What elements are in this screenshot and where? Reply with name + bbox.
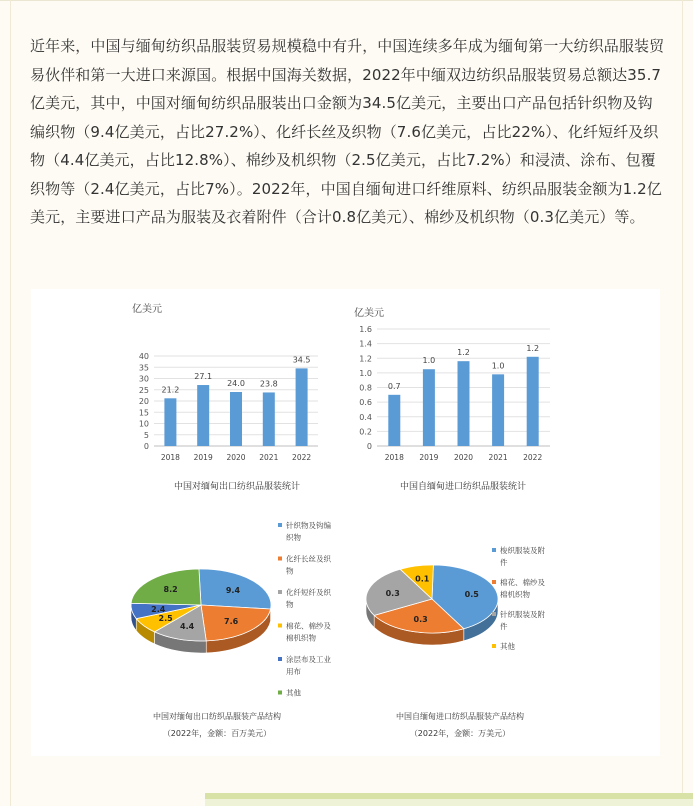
pie2-value-label: 2.4: [151, 604, 166, 614]
frame-right-line: [682, 0, 683, 806]
pie2-legend-swatch: [278, 523, 282, 527]
chart1-bar: [388, 395, 400, 446]
chart0-value-label: 34.5: [292, 355, 311, 365]
pie2-legend-label: 物: [286, 600, 294, 609]
chart0-bar: [296, 368, 308, 446]
chart1-ytick-label: 0.2: [359, 427, 372, 437]
pie2-legend-label: 物: [286, 566, 294, 576]
chart0-title: 中国对缅甸出口纺织品服装统计: [173, 482, 301, 492]
pie2-value-label: 2.5: [158, 613, 173, 623]
pie2-value-label: 7.6: [224, 617, 239, 627]
pie2-legend-label: 织物: [286, 533, 301, 542]
pie3-legend-swatch: [492, 548, 496, 552]
chart0-ytick-label: 30: [138, 374, 149, 384]
chart1-ytick-label: 1.4: [359, 339, 372, 349]
pie2-value-label: 8.2: [163, 585, 178, 595]
chart0-ylabel: 亿美元: [132, 304, 162, 315]
pie2-value-label: 9.4: [225, 585, 241, 595]
decorative-bar-light: [205, 799, 693, 806]
chart0-xtick-label: 2020: [226, 453, 246, 462]
chart0-value-label: 21.2: [161, 385, 180, 395]
chart1-xtick-label: 2020: [453, 453, 474, 462]
chart0-bar: [263, 392, 275, 446]
pie3-legend-swatch: [492, 612, 496, 616]
pie2-legend-label: 化纤长丝及织: [286, 554, 331, 564]
pie2-title: 中国对缅甸出口纺织品服装产品结构: [153, 712, 281, 721]
pie2-legend-label: 棉花、棉纱及: [286, 621, 331, 631]
pie2-legend-label: 涂层布及工业: [286, 655, 331, 664]
frame-left-line: [10, 0, 11, 806]
chart1-value-label: 1.2: [457, 348, 470, 358]
chart1-ytick-label: 0: [366, 442, 372, 451]
chart0-value-label: 23.8: [259, 379, 278, 389]
chart1-ytick-label: 1.2: [359, 354, 372, 364]
chart0-xtick-label: 2021: [259, 453, 279, 462]
chart1-bar: [458, 361, 470, 446]
pie3-legend-label: 件: [500, 622, 508, 631]
pie2-legend-swatch: [278, 624, 282, 628]
pie2-legend-label: 针织物及钩编: [286, 521, 331, 530]
chart0-ytick-label: 20: [138, 397, 149, 406]
chart0-xtick-label: 2019: [193, 453, 213, 462]
chart1-ytick-label: 0.4: [359, 412, 372, 422]
pie3-value-label: 0.3: [413, 615, 428, 625]
chart1-bar: [423, 369, 435, 446]
chart1-ytick-label: 0.6: [359, 398, 372, 408]
chart1-ytick-label: 0.8: [359, 383, 372, 393]
chart1-xtick-label: 2021: [488, 453, 508, 462]
chart0-ytick-label: 10: [138, 419, 149, 429]
chart0-bar: [197, 385, 209, 446]
chart1-xtick-label: 2018: [384, 453, 404, 462]
pie2-legend-label: 棉机织物: [286, 633, 316, 643]
chart1-bar: [492, 374, 504, 446]
pie2-legend-label: 用布: [286, 667, 301, 676]
chart1-bar: [527, 357, 539, 446]
pie3-legend-label: 其他: [500, 642, 515, 651]
pie3-value-label: 0.1: [415, 574, 430, 584]
pie3-legend-label: 梭织服装及附: [500, 546, 545, 555]
pie3-legend-label: 针织服装及附: [500, 610, 545, 619]
pie3-legend-swatch: [492, 644, 496, 648]
chart0-ytick-label: 25: [138, 385, 149, 395]
pie2-legend-label: 其他: [286, 688, 301, 698]
chart1-title: 中国自缅甸进口纺织品服装统计: [399, 482, 527, 492]
chart0-bar: [164, 398, 176, 446]
chart0-ytick-label: 5: [143, 430, 149, 440]
chart1-xtick-label: 2022: [523, 453, 543, 462]
pie3-value-label: 0.5: [464, 589, 479, 599]
chart1-value-label: 1.2: [526, 343, 540, 353]
pie2-subtitle: （2022年，金额：百万美元）: [162, 729, 272, 738]
chart1-ytick-label: 1.6: [359, 325, 372, 334]
chart0-value-label: 24.0: [227, 379, 245, 388]
pie3-legend-label: 棉机织物: [500, 590, 530, 599]
chart0-bar: [230, 392, 242, 446]
pie2-value-label: 4.4: [180, 622, 195, 632]
article-paragraph: 近年来，中国与缅甸纺织品服装贸易规模稳中有升，中国连续多年成为缅甸第一大纺织品服装贸易伙伴和第一大进口来源国。根据中国海关数据，2022年中缅双边纺织品服装贸易总额达35.7亿美元，其中，中国对缅甸纺织品服装出口金额为34.5亿美元，主要出口产品包括针织物及钩编织物（9.4亿美元，占比27.2%）、化纤长丝及织物（7.6亿美元，占比22%）、化纤短纤及织物（4.4亿美元，占比12.8%）、棉纱及机织物（2.5亿美元，占比7.2%）和浸渍、涂布、包覆织物等（2.4亿美元，占比7%）。2022年，中国自缅甸进口纤维原料、纺织品服装金额为1.2亿美元，主要进口产品为服装及衣着附件（合计0.8亿美元）、棉纱及机织物（0.3亿美元）等。: [30, 37, 665, 226]
chart0-value-label: 27.1: [194, 372, 213, 382]
pie3-subtitle: （2022年，金额：万美元）: [409, 729, 511, 738]
chart0-ytick-label: 35: [138, 363, 149, 373]
chart-panel: [31, 289, 660, 756]
pie3-title: 中国自缅甸进口纺织品服装产品结构: [396, 712, 524, 721]
pie3-legend-label: 件: [500, 558, 508, 567]
pie2-legend-swatch: [278, 691, 282, 695]
frame-top-line: [0, 0, 693, 1]
pie2-legend-swatch: [278, 557, 282, 561]
chart0-xtick-label: 2018: [160, 453, 180, 462]
pie3-legend-swatch: [492, 580, 496, 584]
chart1-value-label: 1.0: [422, 356, 436, 366]
chart1-ytick-label: 1.0: [359, 368, 372, 378]
pie3-legend-label: 棉花、棉纱及: [500, 578, 545, 587]
pie2-legend-swatch: [278, 657, 282, 661]
chart0-ytick-label: 0: [143, 442, 149, 451]
chart1-value-label: 0.7: [387, 381, 401, 391]
pie2-legend-swatch: [278, 590, 282, 594]
chart1-ylabel: 亿美元: [354, 308, 384, 319]
pie2-legend-label: 化纤短纤及织: [286, 588, 331, 597]
pie3-value-label: 0.3: [385, 589, 400, 599]
chart0-ytick-label: 15: [138, 408, 149, 418]
chart0-xtick-label: 2022: [292, 453, 312, 462]
chart1-xtick-label: 2019: [419, 453, 439, 462]
chart1-value-label: 1.0: [491, 361, 505, 371]
chart0-ytick-label: 40: [138, 352, 149, 361]
charts-svg: [31, 289, 660, 756]
